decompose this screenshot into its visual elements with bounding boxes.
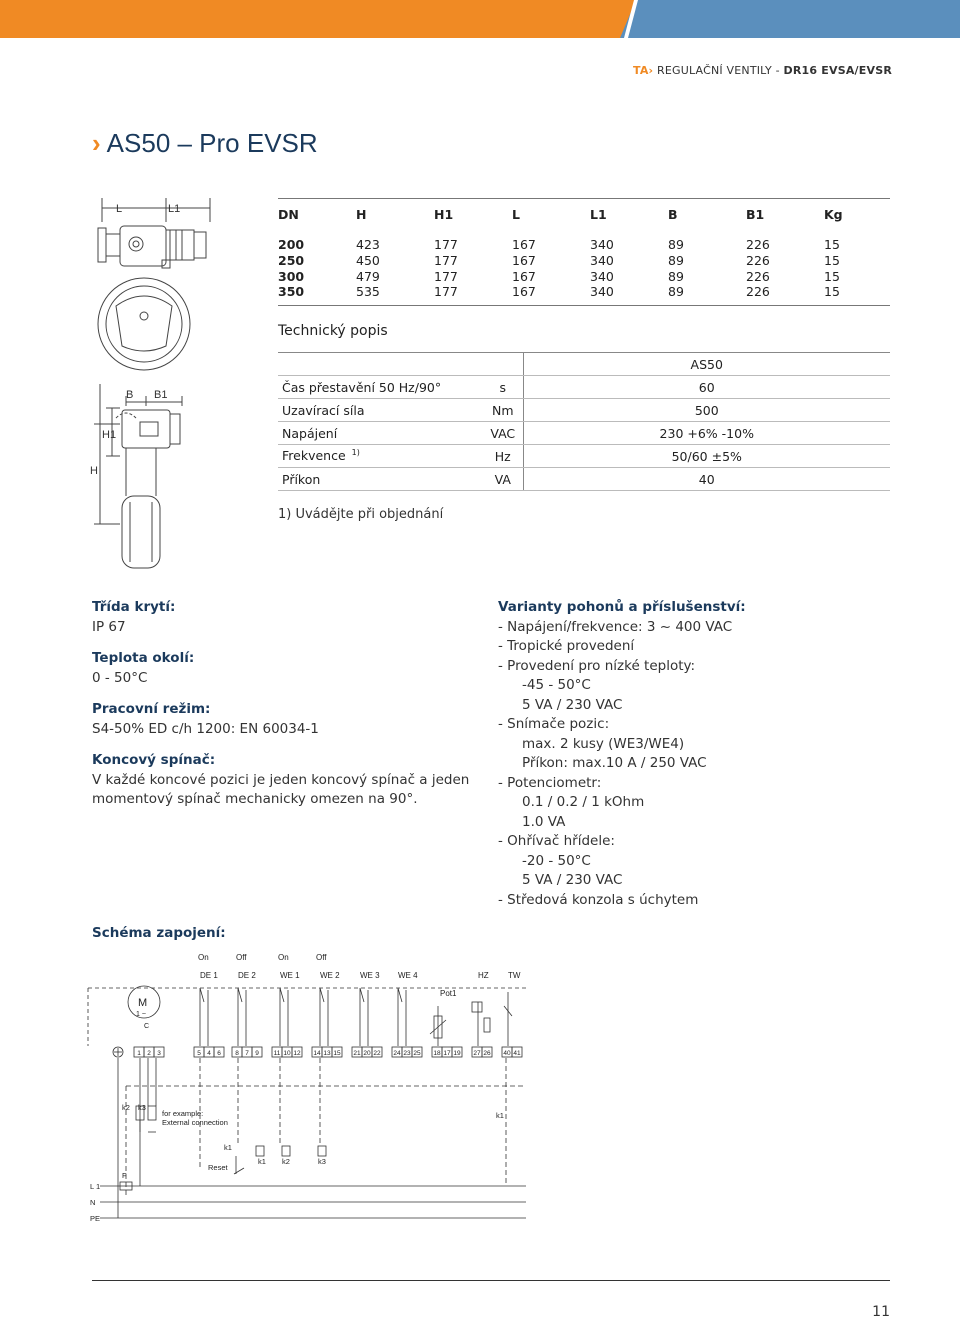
spec-value: 500 — [523, 399, 890, 422]
line-label: N — [90, 1198, 96, 1207]
col-l1: L1 — [590, 199, 668, 237]
cell: 167 — [512, 236, 536, 252]
cell: 89 — [668, 252, 684, 268]
dimension-header-row — [278, 199, 890, 237]
cell: 15 — [824, 252, 840, 268]
cap-label: C — [144, 1023, 150, 1030]
header-chevron-icon: › — [648, 64, 654, 77]
spec-row — [278, 468, 890, 491]
label-on: On — [278, 953, 289, 962]
list-item: 0.1 / 0.2 / 1 kOhm — [522, 794, 645, 810]
wiring-schematic — [86, 946, 546, 1236]
header-product: DR16 EVSA/EVSR — [783, 64, 892, 77]
spec-row — [278, 376, 890, 399]
info-label: Koncový spínač: — [92, 752, 216, 768]
info-value: 0 - 50°C — [92, 669, 148, 686]
terminal-number: 21 — [353, 1050, 361, 1057]
terminal-number: 40 — [503, 1050, 511, 1057]
pot-label: Pot1 — [440, 989, 457, 998]
left-info — [92, 598, 472, 810]
info-label: Varianty pohonů a příslušenství: — [498, 599, 746, 615]
terminal-number: 26 — [483, 1050, 491, 1057]
terminal-number: 22 — [373, 1050, 381, 1057]
fuse-label: F — [122, 1171, 127, 1180]
cell: 167 — [512, 284, 590, 306]
cell: 340 — [590, 268, 614, 284]
terminal-number: 15 — [333, 1050, 341, 1057]
switch-label: DE 2 — [238, 971, 256, 980]
cell: 250 — [278, 252, 305, 268]
terminal-number: 14 — [313, 1050, 321, 1057]
spec-unit: VA — [483, 468, 523, 491]
drawing-label-b1: B1 — [154, 389, 168, 401]
spec-unit: s — [483, 376, 523, 399]
list-item: - Ohřívač hřídele: — [498, 833, 615, 849]
title-chevron-icon: › — [92, 128, 101, 158]
cell: 177 — [434, 236, 458, 252]
switch-label: HZ — [478, 971, 489, 980]
col-h: H — [356, 199, 434, 237]
terminal-number: 23 — [403, 1050, 411, 1057]
terminal-number: 17 — [443, 1050, 451, 1057]
switch-label: TW — [508, 971, 521, 980]
terminal-number: 27 — [473, 1050, 481, 1057]
cell: 226 — [746, 284, 824, 306]
spec-row — [278, 422, 890, 445]
actuator-drawing — [86, 196, 236, 576]
switch-label: WE 3 — [360, 971, 380, 980]
spec-name: Příkon — [278, 468, 483, 491]
drawing-label-b: B — [126, 389, 134, 401]
list-item: - Středová konzola s úchytem — [498, 891, 699, 908]
line-label: L 1 — [90, 1182, 101, 1191]
brand-ta: TA — [632, 64, 649, 77]
cell: 15 — [824, 268, 840, 284]
spec-name: Čas přestavění 50 Hz/90° — [278, 376, 483, 399]
switch-label: WE 2 — [320, 971, 340, 980]
spec-col-header: AS50 — [523, 353, 890, 376]
cell: 89 — [668, 236, 684, 252]
switch-label: WE 1 — [280, 971, 300, 980]
col-b1: B1 — [746, 199, 824, 237]
terminal-strip — [134, 1047, 522, 1057]
cell: 535 — [356, 284, 434, 306]
spec-blank — [483, 353, 523, 376]
drawing-label-l1: L1 — [168, 203, 181, 215]
cell: 340 — [590, 284, 668, 306]
title-text: AS50 – Pro EVSR — [106, 128, 318, 158]
terminal-number: 10 — [283, 1050, 291, 1057]
spec-name-cell — [278, 445, 483, 468]
list-item: 1.0 VA — [522, 813, 566, 830]
header-section: REGULAČNÍ VENTILY — [656, 64, 772, 77]
spec-footnote: 1) Uvádějte při objednání — [278, 507, 444, 522]
terminal-number: 4 — [207, 1050, 211, 1057]
spec-row — [278, 399, 890, 422]
list-item: - Snímače pozic: — [498, 716, 610, 732]
spec-value: 40 — [523, 468, 890, 491]
spec-value: 50/60 ±5% — [523, 445, 890, 468]
col-kg: Kg — [824, 199, 890, 237]
drawing-label-l: L — [116, 203, 123, 215]
motor-sub-label: 1 ~ — [136, 1011, 146, 1018]
label-off: Off — [236, 953, 247, 962]
info-value: S4-50% ED c/h 1200: EN 60034-1 — [92, 720, 319, 737]
list-item: -20 - 50°C — [522, 852, 591, 869]
cell: 226 — [746, 252, 770, 268]
relay-label: k3 — [138, 1103, 146, 1112]
list-item: - Provedení pro nízké teploty: — [498, 657, 696, 674]
schema-title: Schéma zapojení: — [92, 925, 226, 941]
cell: 450 — [356, 252, 380, 268]
terminal-number: 11 — [273, 1050, 281, 1057]
terminal-number: 8 — [235, 1050, 239, 1057]
col-b: B — [668, 199, 746, 237]
spec-name: Napájení — [278, 422, 483, 445]
cell: 177 — [434, 268, 458, 284]
terminal-number: 20 — [363, 1050, 371, 1057]
terminal-number: 3 — [157, 1050, 161, 1057]
cell: 340 — [590, 252, 614, 268]
relay-label: k2 — [122, 1103, 130, 1112]
cell: 89 — [668, 268, 684, 284]
spec-table — [278, 352, 890, 491]
drawing-label-h1: H1 — [102, 429, 117, 441]
top-bar-orange — [0, 0, 640, 38]
label-on: On — [198, 953, 209, 962]
list-item: 5 VA / 230 VAC — [522, 872, 623, 888]
spec-blank — [278, 353, 483, 376]
cell: 226 — [746, 268, 770, 284]
switch-label: WE 4 — [398, 971, 418, 980]
info-label: Teplota okolí: — [92, 650, 195, 666]
terminal-number: 6 — [217, 1050, 221, 1057]
terminal-number: 13 — [323, 1050, 331, 1057]
list-item: Příkon: max.10 A / 250 VAC — [522, 755, 707, 771]
table-row — [278, 236, 890, 252]
list-item: - Napájení/frekvence: 3 ~ 400 VAC — [498, 618, 733, 635]
spec-value: 230 +6% -10% — [523, 422, 890, 445]
relay-label: k3 — [318, 1157, 326, 1166]
cell: 89 — [668, 284, 746, 306]
terminal-number: 19 — [453, 1050, 461, 1057]
cell: 200 — [278, 236, 305, 252]
terminal-number: 18 — [433, 1050, 441, 1057]
col-l: L — [512, 199, 590, 237]
drawing-label-h: H — [90, 465, 98, 477]
cell: 167 — [512, 268, 536, 284]
cell: 15 — [824, 236, 840, 252]
example-label: External connection — [162, 1118, 228, 1127]
cell: 300 — [278, 268, 305, 284]
line-label: PE — [90, 1214, 101, 1223]
spec-section-title: Technický popis — [278, 323, 388, 339]
cell: 15 — [824, 284, 890, 306]
spec-name: Frekvence — [282, 448, 346, 464]
terminal-number: 5 — [197, 1050, 201, 1057]
terminal-number: 24 — [393, 1050, 401, 1057]
terminal-number: 7 — [245, 1050, 249, 1057]
list-item: - Potenciometr: — [498, 774, 602, 791]
example-label: for example: — [162, 1109, 204, 1118]
list-item: 5 VA / 230 VAC — [522, 696, 623, 713]
relay-label: k1 — [496, 1111, 504, 1120]
col-h1: H1 — [434, 199, 512, 237]
list-item: -45 - 50°C — [522, 677, 591, 693]
footer-rule — [92, 1280, 890, 1281]
col-dn: DN — [278, 199, 356, 237]
terminal-number: 12 — [293, 1050, 301, 1057]
info-value: V každé koncové pozici je jeden koncový spínač a jeden — [92, 771, 470, 788]
top-bar — [0, 0, 960, 38]
spec-value: 60 — [523, 376, 890, 399]
spec-unit: Nm — [483, 399, 523, 422]
terminal-number: 9 — [255, 1050, 259, 1057]
top-bar-blue — [620, 0, 960, 38]
spec-unit: VAC — [483, 422, 523, 445]
cell: 350 — [278, 284, 356, 306]
page-number: 11 — [872, 1304, 890, 1320]
motor-label: M — [138, 997, 148, 1009]
relay-label: k1 — [258, 1157, 266, 1166]
info-label: Pracovní režim: — [92, 701, 211, 717]
page-title — [92, 128, 318, 159]
cell: 226 — [746, 236, 770, 252]
spec-header-row — [278, 353, 890, 376]
cell: 177 — [434, 252, 458, 268]
cell: 423 — [356, 236, 380, 252]
table-row — [278, 268, 890, 284]
switch-label: DE 1 — [200, 971, 218, 980]
info-value: IP 67 — [92, 618, 126, 635]
spec-unit: Hz — [483, 445, 523, 468]
table-row — [278, 252, 890, 268]
right-info — [498, 598, 898, 910]
terminal-number: 1 — [137, 1050, 141, 1057]
dimension-table — [278, 198, 890, 306]
label-off: Off — [316, 953, 327, 962]
spec-name: Uzavírací síla — [278, 399, 483, 422]
spec-footnote-ref: 1) — [351, 448, 360, 458]
cell: 479 — [356, 268, 380, 284]
reset-label: Reset — [208, 1163, 228, 1172]
info-value: momentový spínač mechanicky omezen na 90°. — [92, 791, 418, 807]
terminal-number: 25 — [413, 1050, 421, 1057]
relay-label: k1 — [224, 1143, 232, 1152]
running-header: TA› REGULAČNÍ VENTILY - DR16 EVSA/EVSR — [632, 64, 892, 77]
table-row — [278, 284, 890, 306]
cell: 167 — [512, 252, 536, 268]
list-item: - Tropické provedení — [498, 638, 635, 654]
terminal-number: 2 — [147, 1050, 151, 1057]
list-item: max. 2 kusy (WE3/WE4) — [522, 735, 685, 752]
info-label: Třída krytí: — [92, 599, 176, 615]
cell: 177 — [434, 284, 512, 306]
cell: 340 — [590, 236, 614, 252]
terminal-number: 41 — [513, 1050, 521, 1057]
spec-row — [278, 445, 890, 468]
relay-label: k2 — [282, 1157, 290, 1166]
